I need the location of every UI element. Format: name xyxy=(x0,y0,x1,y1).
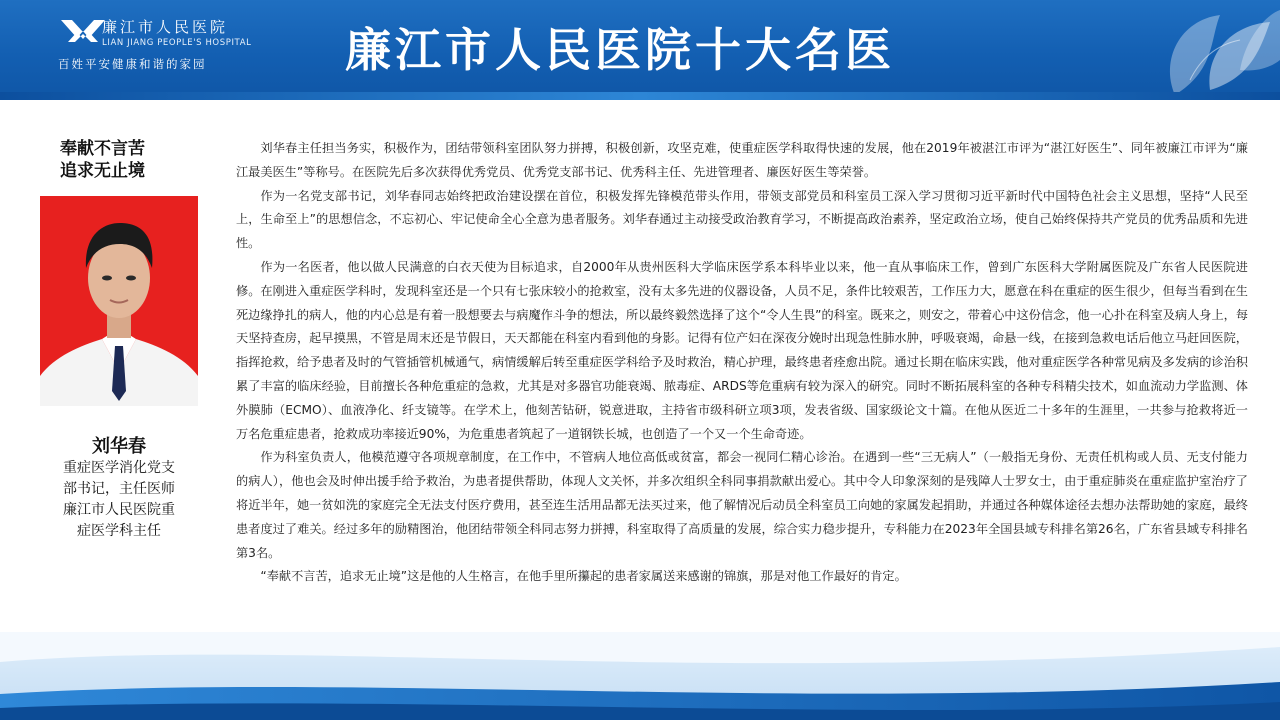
biography-paragraph: 作为一名医者，他以做人民满意的白衣天使为目标追求，自2000年从贵州医科大学临床医学系本科毕业以来，他一直从事临床工作，曾到广东医科大学附属医院及广东省人民医院进修。在刚进入重症医学科时，发现科室还是一个只有七张床较小的抢救室，没有太多先进的仪器设备，人员不足，条件比较艰苦，工作压力大，愿意在科在重症的医生很少，但每当看到在生死边缘挣扎的病人，他的内心总是有着一股想要去与病魔作斗争的想法，所以最终毅然选择了这个“令人生畏”的科室。既来之，则安之，带着心中这份信念，他一心扑在科室及病人身上，每天坚持查房，起早摸黑，不管是周末还是节假日，天天都能在科室内看到他的身影。记得有位产妇在深夜分娩时出现急性肺水肿，呼吸衰竭，命悬一线，在接到急救电话后他立马赶回医院，指挥抢救，给予患者及时的气管插管机械通气，病情缓解后转至重症医学科给予及时救治，精心护理，最终患者痊愈出院。通过长期在临床实践，他对重症医学各种常见病及多发病的诊治积累了丰富的临床经验，目前擅长各种危重症的急救，尤其是对多器官功能衰竭、脓毒症、ARDS等危重病有较为深入的研究。同时不断拓展科室的各种专科精尖技术，如血流动力学监测、体外膜肺（ECMO）、血液净化、纤支镜等。在学术上，他刻苦钻研，锐意进取，主持省市级科研立项3项，发表省级、国家级论文十篇。在他从医近二十多年的生涯里，一共参与抢救将近一万名危重症患者，抢救成功率接近90%，为危重患者筑起了一道钢铁长城，也创造了一个又一个生命奇迹。 xyxy=(236,259,1249,441)
motto-line-2: 追求无止境 xyxy=(60,161,145,181)
hospital-slogan: 百姓平安健康和谐的家园 xyxy=(58,57,207,71)
doctor-title-line: 廉江市人民医院重 xyxy=(63,502,175,518)
doctor-title-line: 部书记，主任医师 xyxy=(63,481,175,497)
doctor-portrait-icon xyxy=(40,196,198,406)
header-band xyxy=(0,92,1280,100)
hospital-logo-icon xyxy=(58,16,108,46)
biography-paragraph: “奉献不言苦，追求无止境”这是他的人生格言，在他手里所攥起的患者家属送来感谢的锦旗，那是对他工作最好的肯定。 xyxy=(260,569,907,584)
biography-paragraph: 作为科室负责人，他模范遵守各项规章制度，在工作中，不管病人地位高低或贫富，都会一视同仁精心诊治。在遇到一些“三无病人”（一般指无身份、无责任机构或人员、无支付能力的病人），他也会及时伸出援手给予救治，为患者提供帮助，体现人文关怀，并多次组织全科同事捐款献出爱心。其中令人印象深刻的是残障人士罗女士，由于重症肺炎在重症监护室治疗了将近半年，她一贫如洗的家庭完全无法支付医疗费用，甚至连生活用品都无法买过来，他了解情况后动员全科室员工向她的家属发起捐助，并通过各种媒体途径去想办法帮助她的家庭，最终患者度过了难关。经过多年的励精图治，他团结带领全科同志努力拼搏，科室取得了高质量的发展，综合实力稳步提升，专科能力在2023年全国县域专科排名第26名，广东省县域专科排名第3名。 xyxy=(236,450,1248,560)
doctor-title-line: 症医学科主任 xyxy=(77,523,161,539)
doctor-photo xyxy=(40,196,198,406)
header-banner xyxy=(0,0,1280,100)
motto-line-1: 奉献不言苦 xyxy=(60,139,145,159)
page-title: 廉江市人民医院十大名医 xyxy=(345,23,895,77)
ginkgo-leaf-decoration-icon xyxy=(1080,0,1280,100)
biography-text xyxy=(236,137,1248,589)
doctor-title-line: 重症医学消化党支 xyxy=(63,460,175,476)
doctor-title xyxy=(40,458,198,542)
doctor-name: 刘华春 xyxy=(92,436,146,457)
hospital-name: 廉江市人民医院 xyxy=(102,18,229,36)
hospital-name-english: LIAN JIANG PEOPLE'S HOSPITAL xyxy=(102,38,252,48)
biography-paragraph: 刘华春主任担当务实，积极作为，团结带领科室团队努力拼搏，积极创新，攻坚克难，使重症医学科取得快速的发展，他在2019年被湛江市评为“湛江好医生”、同年被廉江市评为“廉江最美医生”等称号。在医院先后多次获得优秀党员、优秀党支部书记、优秀科主任、先进管理者、廉医好医生等荣誉。 xyxy=(236,141,1248,179)
biography-paragraph: 作为一名党支部书记，刘华春同志始终把政治建设摆在首位，积极发挥先锋模范带头作用，带领支部党员和科室员工深入学习贯彻习近平新时代中国特色社会主义思想，坚持“人民至上，生命至上”的思想信念，不忘初心、牢记使命全心全意为患者服务。刘华春通过主动接受政治教育学习，不断提高政治素养，坚定政治立场，使自己始终保持共产党员的优秀品质和先进性。 xyxy=(236,188,1248,251)
footer-wave-decoration xyxy=(0,632,1280,720)
